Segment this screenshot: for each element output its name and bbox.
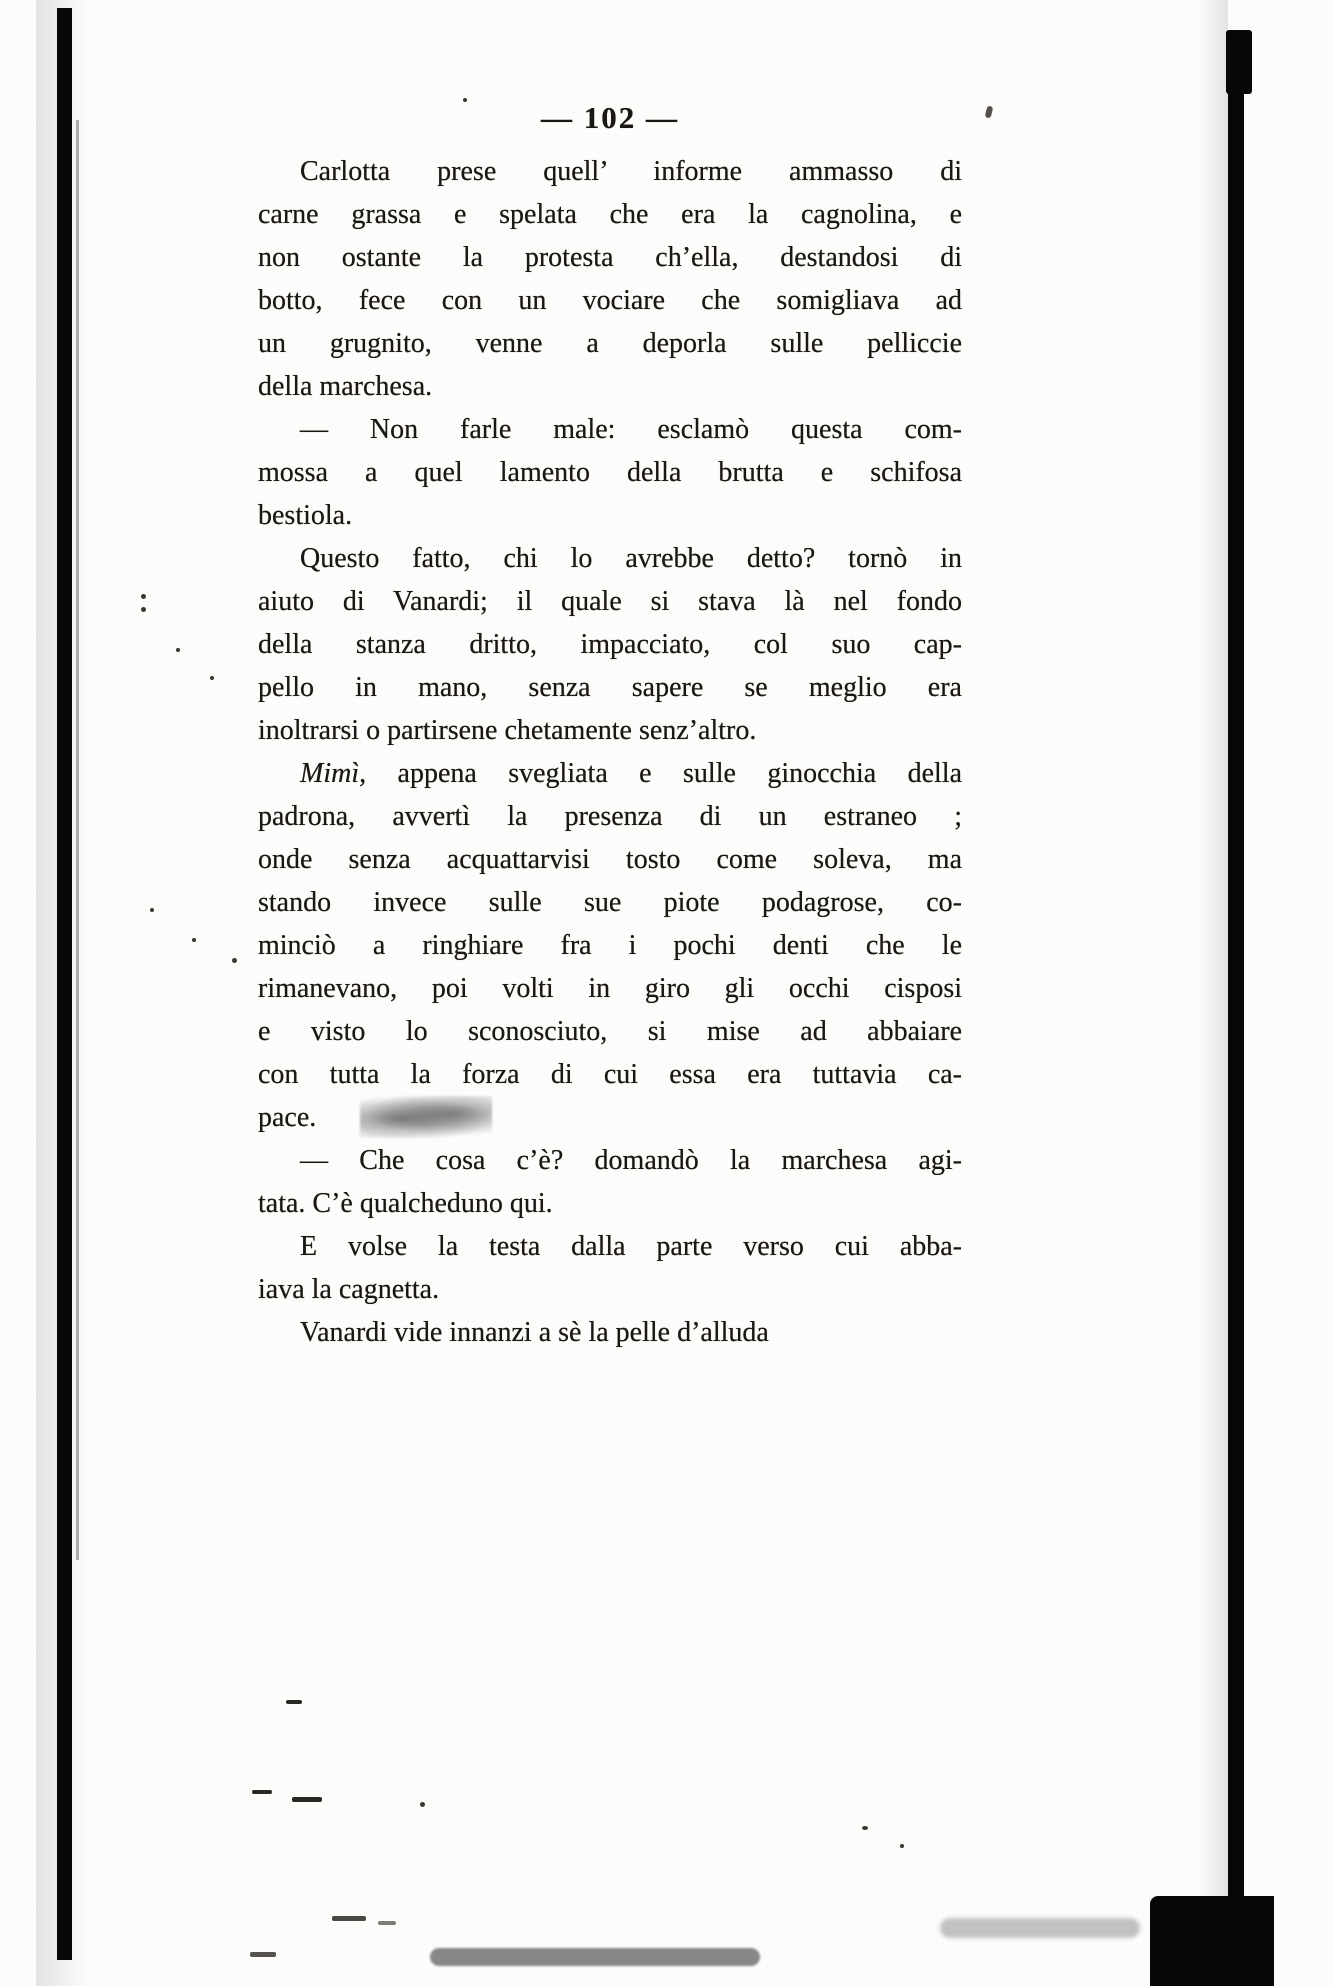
text-line: pello in mano, senza sapere se meglio era — [258, 672, 962, 703]
text-line: bestiola. — [258, 500, 353, 531]
text-segment: appena svegliata e sulle ginocchia della — [366, 758, 962, 789]
text-line: aiuto di Vanardi; il quale si stava là nel fondo — [258, 586, 962, 617]
text-line: pace. — [258, 1102, 317, 1133]
text-line: iava la cagnetta. — [258, 1274, 440, 1305]
scan-speck — [210, 676, 214, 680]
scan-speck — [985, 105, 994, 118]
text-line: padrona, avvertì la presenza di un estraneo ; — [258, 801, 962, 832]
paragraph — [258, 1225, 962, 1311]
scan-dash-mark — [332, 1916, 366, 1921]
text-line: mossa a quel lamento della brutta e schifosa — [258, 457, 962, 488]
paragraph — [258, 537, 962, 752]
text-line: Vanardi vide innanzi a sè la pelle d’alluda — [300, 1317, 769, 1348]
scan-speck — [141, 594, 146, 599]
text-line: e visto lo sconosciuto, si mise ad abbaiare — [258, 1016, 962, 1047]
text-line: inoltrarsi o partirsene chetamente senz’altro. — [258, 715, 757, 746]
page-number: — 102 — — [541, 100, 679, 135]
text-line: E volse la testa dalla parte verso cui abba- — [300, 1231, 962, 1262]
scan-speck — [232, 958, 237, 963]
text-line: onde senza acquattarvisi tosto come soleva, ma — [258, 844, 962, 875]
paragraph — [258, 1311, 962, 1354]
text-line: rimanevano, poi volti in giro gli occhi cisposi — [258, 973, 962, 1004]
paragraph — [258, 1139, 962, 1225]
scan-edge-notch-right — [1226, 30, 1252, 94]
scan-edge-bar-right — [1228, 36, 1244, 1986]
scan-shade-right — [1198, 0, 1228, 1986]
scan-smear-bottom-center — [430, 1948, 760, 1966]
page-text — [258, 150, 962, 1354]
text-line: stando invece sulle sue piote podagrose, co- — [258, 887, 962, 918]
text-line: con tutta la forza di cui essa era tuttavia ca- — [258, 1059, 962, 1090]
scan-speck — [150, 908, 154, 912]
italic-text: Mimì, — [300, 758, 367, 789]
text-line: tata. C’è qualcheduno qui. — [258, 1188, 553, 1219]
text-line: carne grassa e spelata che era la cagnolina, e — [258, 199, 962, 230]
scan-speck — [420, 1802, 425, 1807]
scan-dash-mark — [286, 1700, 302, 1704]
scan-smear-bottom-right — [940, 1918, 1140, 1938]
text-line: della stanza dritto, impacciato, col suo cap- — [258, 629, 962, 660]
scan-dash-mark — [292, 1797, 322, 1802]
paragraph — [258, 150, 962, 408]
scan-edge-line-left — [76, 120, 79, 1560]
scan-speck — [192, 938, 196, 942]
scan-blob-bottom-right — [1150, 1896, 1274, 1986]
paragraph — [258, 752, 962, 1139]
scan-dash-mark — [250, 1952, 276, 1957]
text-line: della marchesa. — [258, 371, 433, 402]
text-line: non ostante la protesta ch’ella, destandosi di — [258, 242, 962, 273]
scan-dash-mark — [252, 1790, 272, 1794]
text-line — [258, 752, 962, 795]
text-line: un grugnito, venne a deporla sulle pelliccie — [258, 328, 962, 359]
text-line: Questo fatto, chi lo avrebbe detto? tornò in — [300, 543, 962, 574]
text-line: — Non farle male: esclamò questa com- — [300, 414, 962, 445]
scan-dash-mark — [378, 1921, 396, 1925]
scan-speck — [862, 1826, 868, 1830]
text-line: minciò a ringhiare fra i pochi denti che le — [258, 930, 962, 961]
scan-speck — [176, 648, 180, 652]
scan-edge-bar-left — [57, 8, 72, 1960]
text-line: — Che cosa c’è? domandò la marchesa agi- — [300, 1145, 962, 1176]
scan-speck — [900, 1844, 904, 1848]
paragraph — [258, 408, 962, 537]
text-line: Carlotta prese quell’ informe ammasso di — [300, 156, 962, 187]
text-line: botto, fece con un vociare che somigliava ad — [258, 285, 962, 316]
